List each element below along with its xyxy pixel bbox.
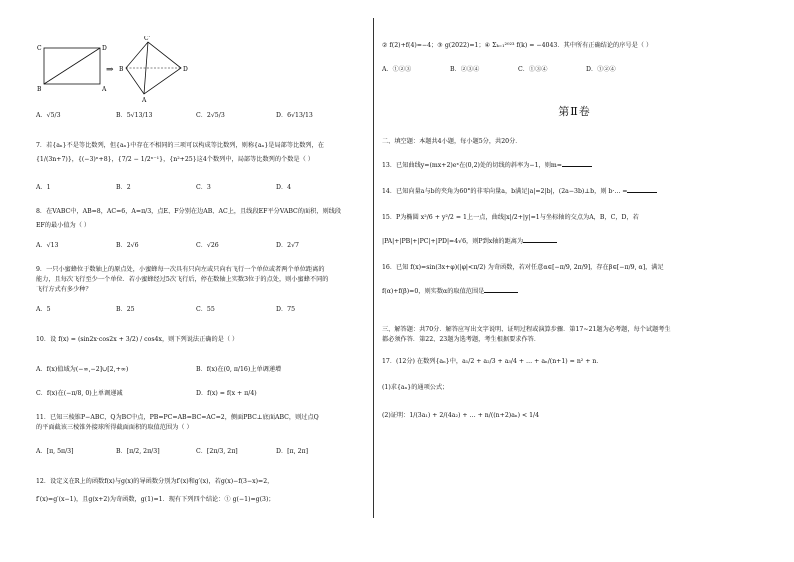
q11-option-a[interactable]: A．[π, 5π/3] — [36, 448, 74, 455]
q9-option-a[interactable]: A．5 — [36, 306, 51, 313]
q7-option-b[interactable]: B．2 — [116, 184, 131, 191]
label-b2: B — [119, 66, 124, 73]
q15-answer-blank[interactable] — [523, 236, 557, 243]
q8-option-c[interactable]: C．√26 — [196, 242, 219, 249]
label-a2: A — [142, 97, 147, 104]
q16-line1: 16．已知 f(x)=sin(3x+φ)(|φ|<π/2) 为奇函数，若对任意α∈[−π/9, 2π/9]，存在β∈[−π/9, α]，满足 — [382, 264, 664, 271]
q13-text: 13．已知曲线y=(mx+2)eˣ在(0,2)处的切线的斜率为−1，则m= — [382, 162, 562, 169]
q14 — [382, 186, 767, 196]
q16-line2 — [382, 286, 767, 296]
q9-option-d[interactable]: D．75 — [276, 306, 296, 313]
q7-line2: {1/(3n+7)}，{(−3)ⁿ+8}，{7/2 − 1/2ⁿ⁻¹}，{n²+25}这4个数列中，局部等比数列的个数是（ ） — [36, 156, 314, 163]
q12-line1: 12．设定义在R上的函数f(x)与g(x)的导函数分别为f′(x)和g′(x)，若g(x)−f(3−x)=2， — [36, 478, 274, 485]
q17-part1: (1)求{aₙ}的通项公式； — [382, 384, 449, 391]
column-divider — [373, 18, 374, 518]
q10-option-c[interactable]: C．f(x)在(−π/8, 0)上单调递减 — [36, 390, 123, 397]
label-b: B — [37, 86, 42, 93]
q10-line1: 10．设 f(x) = (sin2x·cos2x + 3/2) / cos4x，则下列说法正确的是（ ） — [36, 336, 239, 343]
volume-title: 第Ⅱ卷 — [558, 105, 591, 118]
q12-option-c[interactable]: C．①③④ — [518, 66, 548, 73]
q9-option-b[interactable]: B．25 — [116, 306, 135, 313]
q6-option-a[interactable]: A．√5/3 — [36, 112, 61, 119]
label-c: C — [37, 45, 42, 52]
label-d2: D — [183, 66, 188, 73]
q11-option-d[interactable]: D．[π, 2π] — [276, 448, 308, 455]
q8-option-a[interactable]: A．√13 — [36, 242, 59, 249]
q15-line2 — [382, 236, 767, 246]
part3-heading-line1: 三、解答题：共70分．解答应写出文字说明、证明过程或演算步骤．第17~21题为必考题，每个试题考生 — [382, 326, 671, 333]
q8-line1: 8．在VABC中，AB=8，AC=6，A=π/3，点E、F分别在边AB、AC上，且线段EF平分VABC的面积，则线段 — [36, 208, 342, 215]
q10-option-d[interactable]: D．f(x) = f(x + π/4) — [196, 390, 257, 397]
q6-option-c[interactable]: C．2√5/3 — [196, 112, 225, 119]
label-a: A — [102, 86, 107, 93]
q8-option-d[interactable]: D．2√7 — [276, 242, 299, 249]
q11-line2: 的平面截该三棱锥外接球所得截面面积的取值范围为（ ） — [36, 424, 193, 431]
q11-line1: 11．已知三棱锥P−ABC，Q为BC中点，PB=PC=AB=BC=AC=2，侧面PBC⊥底面ABC，则过点Q — [36, 414, 319, 421]
q8-line2: EF的最小值为（ ） — [36, 222, 91, 229]
q12-option-a[interactable]: A．①②③ — [382, 66, 412, 73]
q11-option-c[interactable]: C．[2π/3, 2π] — [196, 448, 238, 455]
q15-text: |PA|+|PB|+|PC|+|PD|=4√6，则P到x轴的距离为 — [382, 238, 524, 245]
q8-option-b[interactable]: B．2√6 — [116, 242, 139, 249]
q14-answer-blank[interactable] — [627, 186, 657, 193]
q12-continued: ② f(2)+f(4)=−4；③ g(2022)=1；④ Σₖ₌₁²⁰²³ f(k) = −4043．其中所有正确结论的序号是（ ） — [382, 42, 653, 49]
q17-stem: 17．(12分) 在数列{aₙ}中，a₁/2 + a₂/3 + a₃/4 + … + aₙ/(n+1) = n² + n． — [382, 358, 603, 365]
q12-option-d[interactable]: D．①②④ — [586, 66, 616, 73]
q12-line2: f′(x)=g′(x−1)，且g(x+2)为奇函数，g(1)=1．现有下列四个结论：① g(−1)=g(3)； — [36, 496, 275, 503]
rectangle-figure — [37, 45, 107, 93]
q10-option-b[interactable]: B．f(x)在(0, π/16)上单调递增 — [196, 366, 282, 373]
q16-answer-blank[interactable] — [484, 286, 518, 293]
q9-line1: 9．一只小蜜蜂位于数轴上的原点处，小蜜蜂每一次具有只向左或只向右飞行一个单位或者两个单位距离的 — [36, 266, 325, 273]
tetrahedron-figure — [119, 36, 188, 104]
label-c-prime: C' — [144, 36, 151, 42]
q13 — [382, 160, 767, 170]
q14-text: 14．已知向量a与b的夹角为60°的非零向量a，b满足|a|=2|b|，(2a−3b)⊥b，则 b·... = — [382, 188, 628, 195]
q16-text: f(α)+f(β)=0，则实数α的取值范围是 — [382, 288, 485, 295]
q11-option-b[interactable]: B．[π/2, 2π/3] — [116, 448, 160, 455]
q7-line1: 7．若{aₙ}不是等比数列，但{aₙ}中存在不相同的三项可以构成等比数列，则称{aₙ}是局部等比数列，在 — [36, 142, 324, 149]
arrow-icon: ⇒ — [106, 65, 114, 75]
q7-option-a[interactable]: A．1 — [36, 184, 51, 191]
q17-part2: (2)证明：1/(3a₁) + 2/(4a₂) + … + n/((n+2)aₙ) < 1/4 — [382, 412, 540, 419]
q9-option-c[interactable]: C．55 — [196, 306, 215, 313]
q9-line2: 能力，且每次飞行至少一个单位．若小蜜蜂经过5次飞行后，停在数轴上实数3位于的点处，则小蜜蜂不同的 — [36, 276, 329, 283]
part3-heading-line2: 都必须作答．第22、23题为选考题，考生根据要求作答． — [382, 336, 541, 343]
label-d: D — [102, 45, 107, 52]
q6-option-b[interactable]: B．5√13/13 — [116, 112, 153, 119]
folding-figure — [36, 36, 196, 106]
q12-option-b[interactable]: B．②③④ — [450, 66, 480, 73]
part2-heading: 二、填空题：本题共4小题，每小题5分，共20分． — [382, 138, 522, 145]
q10-option-a[interactable]: A．f(x)值域为(−∞,−2]∪[2,+∞) — [36, 366, 129, 373]
q7-option-c[interactable]: C．3 — [196, 184, 211, 191]
q9-line3: 飞行方式有多少种？ — [36, 286, 92, 293]
q15-line1: 15．P为椭圆 x²/6 + y²/2 = 1上一点，曲线|x|/2+|y|=1与坐标轴的交点为A，B，C，D，若 — [382, 214, 639, 221]
q6-option-d[interactable]: D．6√13/13 — [276, 112, 313, 119]
q13-answer-blank[interactable] — [562, 160, 592, 167]
q7-option-d[interactable]: D．4 — [276, 184, 292, 191]
